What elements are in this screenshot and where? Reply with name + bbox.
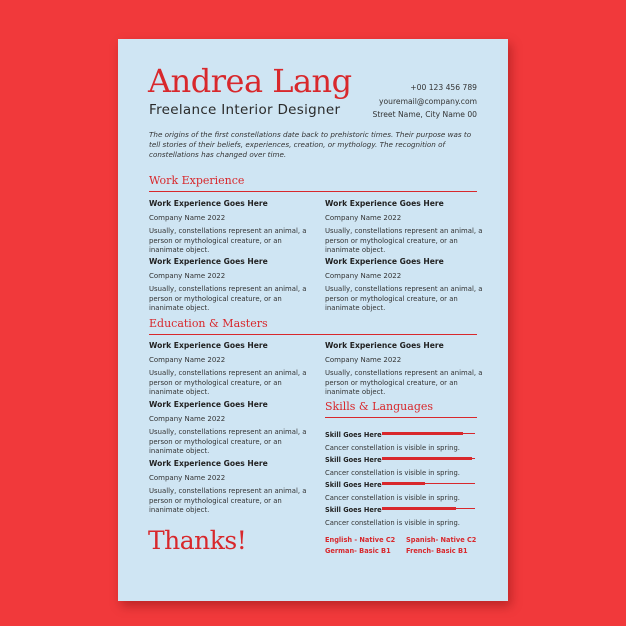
skill-level-bar <box>382 507 456 510</box>
email-text: youremail@company.com <box>379 96 477 106</box>
skill-item <box>325 481 475 502</box>
work-section-rule <box>149 191 477 192</box>
skill-level-bar <box>382 432 463 435</box>
education-item-title: Work Experience Goes Here <box>149 400 268 409</box>
work-item <box>149 199 309 256</box>
work-item-company: Company Name 2022 <box>149 214 226 222</box>
education-item-title: Work Experience Goes Here <box>149 459 268 468</box>
skill-level-bar <box>382 457 472 460</box>
skill-item-title: Skill Goes Here <box>325 431 382 439</box>
skill-item <box>325 506 475 527</box>
skill-item <box>325 456 475 477</box>
education-item-desc: Usually, constellations represent an animal, a person or mythological creature, or an inanimate object. <box>149 369 307 397</box>
work-item-title: Work Experience Goes Here <box>149 257 268 266</box>
education-item-title: Work Experience Goes Here <box>325 341 444 350</box>
education-item-desc: Usually, constellations represent an animal, a person or mythological creature, or an inanimate object. <box>149 428 307 456</box>
education-item <box>149 459 309 516</box>
work-item-desc: Usually, constellations represent an animal, a person or mythological creature, or an inanimate object. <box>149 285 307 313</box>
work-item-company: Company Name 2022 <box>149 272 226 280</box>
education-item-desc: Usually, constellations represent an animal, a person or mythological creature, or an inanimate object. <box>325 369 483 397</box>
skill-level-track <box>382 433 475 434</box>
name-heading: Andrea Lang <box>148 62 352 100</box>
skill-item-title: Skill Goes Here <box>325 481 382 489</box>
education-section-rule <box>149 334 477 335</box>
work-item-company: Company Name 2022 <box>325 272 402 280</box>
education-item-company: Company Name 2022 <box>325 356 402 364</box>
work-item-desc: Usually, constellations represent an animal, a person or mythological creature, or an inanimate object. <box>325 227 483 255</box>
education-item-company: Company Name 2022 <box>149 356 226 364</box>
skill-item-title: Skill Goes Here <box>325 456 382 464</box>
education-item-desc: Usually, constellations represent an animal, a person or mythological creature, or an inanimate object. <box>149 487 307 515</box>
contact-block <box>373 81 478 122</box>
work-item-title: Work Experience Goes Here <box>149 199 268 208</box>
phone-text: +00 123 456 789 <box>410 83 477 92</box>
skills-section-title: Skills & Languages <box>325 400 434 413</box>
language-item: English - Native C2 <box>325 536 396 544</box>
thanks-text: Thanks! <box>148 526 247 555</box>
work-section-title: Work Experience <box>149 174 245 187</box>
work-item-title: Work Experience Goes Here <box>325 199 444 208</box>
intro-paragraph: The origins of the first constellations date back to prehistoric times. Their purpose was to tell stories of their beliefs, experiences, creation, or mythology. The recognition of constellations has changed over time. <box>149 130 472 159</box>
skill-level-track <box>382 458 475 459</box>
education-item <box>149 400 309 457</box>
education-item-company: Company Name 2022 <box>149 474 226 482</box>
education-item-company: Company Name 2022 <box>149 415 226 423</box>
skill-item-desc: Cancer constellation is visible in spring. <box>325 469 460 477</box>
skill-level-track <box>382 483 475 484</box>
language-item: French- Basic B1 <box>406 547 468 555</box>
work-item-title: Work Experience Goes Here <box>325 257 444 266</box>
education-item <box>325 341 485 398</box>
address-text: Street Name, City Name 00 <box>372 110 477 119</box>
skill-item <box>325 431 475 452</box>
skill-level-track <box>382 508 475 509</box>
work-item-desc: Usually, constellations represent an animal, a person or mythological creature, or an inanimate object. <box>149 227 307 255</box>
work-item <box>325 257 485 314</box>
resume-page <box>118 39 508 601</box>
skill-item-desc: Cancer constellation is visible in spring. <box>325 519 460 527</box>
work-item <box>149 257 309 314</box>
skills-section-rule <box>325 417 477 418</box>
work-item-desc: Usually, constellations represent an animal, a person or mythological creature, or an inanimate object. <box>325 285 483 313</box>
language-item: Spanish- Native C2 <box>406 536 477 544</box>
skill-item-desc: Cancer constellation is visible in spring. <box>325 494 460 502</box>
skill-level-bar <box>382 482 425 485</box>
language-item: German- Basic B1 <box>325 547 391 555</box>
education-item-title: Work Experience Goes Here <box>149 341 268 350</box>
skill-item-desc: Cancer constellation is visible in spring. <box>325 444 460 452</box>
education-section-title: Education & Masters <box>149 317 268 330</box>
work-item-company: Company Name 2022 <box>325 214 402 222</box>
role-subtitle: Freelance Interior Designer <box>149 102 341 118</box>
education-item <box>149 341 309 398</box>
work-item <box>325 199 485 256</box>
skill-item-title: Skill Goes Here <box>325 506 382 514</box>
